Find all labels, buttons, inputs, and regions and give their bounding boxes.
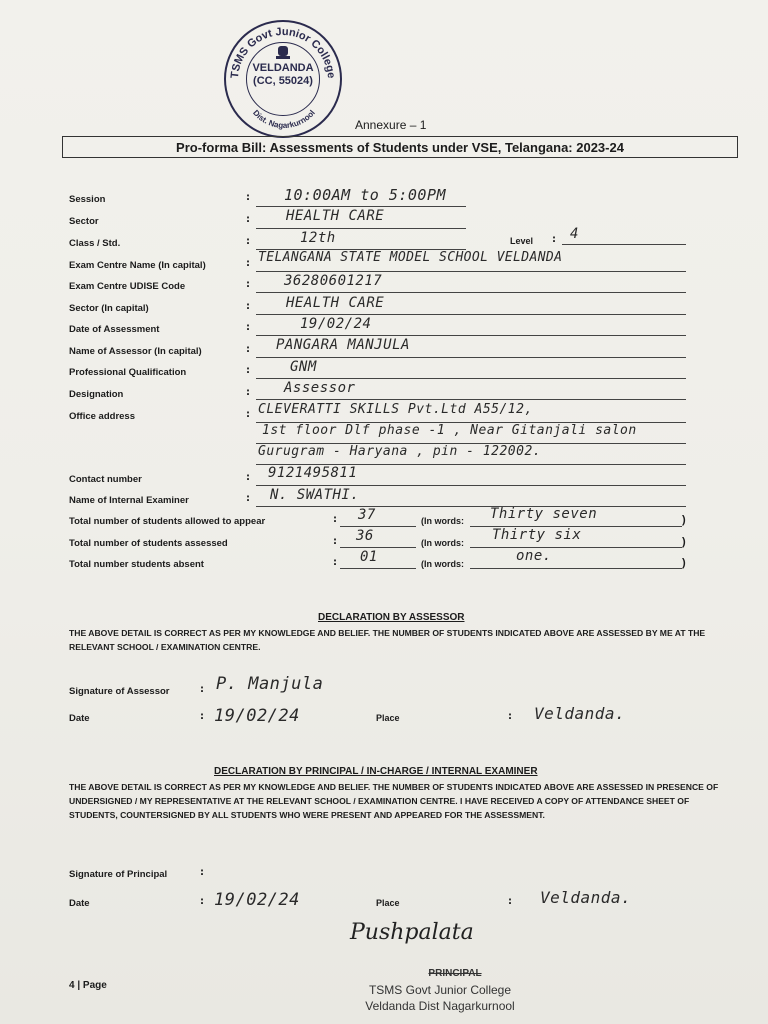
principal-declaration-title: DECLARATION BY PRINCIPAL / IN-CHARGE / INTERNAL EXAMINER [214,766,538,777]
sector-label: Sector [69,216,99,227]
designation-label: Designation [69,389,124,400]
colon: : [333,514,337,525]
class-value: 12th [300,230,336,246]
principal-date-label: Date [69,898,90,909]
absent-words-label: (In words: [421,559,464,569]
colon: : [508,896,512,907]
assessed-value: 36 [356,528,374,544]
principal-college-line1: TSMS Govt Junior College [368,983,512,997]
designation-rule [256,399,686,400]
principal-signature-label: Signature of Principal [69,869,168,880]
absent-words-rule [470,568,682,569]
contact-value: 9121495811 [268,465,358,481]
principal-role: PRINCIPAL [428,968,482,979]
principal-college-line2: Veldanda Dist Nagarkurnool [365,999,515,1013]
allowed-close-paren: ) [682,514,686,526]
principal-signature: Pushpalata [350,920,474,945]
session-label: Session [69,194,106,205]
assessed-words-label: (In words: [421,538,464,548]
assessor-name-rule [256,357,686,358]
absent-rule [340,568,416,569]
assessor-name-label: Name of Assessor (In capital) [69,346,202,357]
colon: : [246,192,250,203]
principal-declaration-text: THE ABOVE DETAIL IS CORRECT AS PER MY KNOWLEDGE AND BELIEF. THE NUMBER OF STUDENTS INDICATED ABOVE ARE ASSESSED IN PRESENCE OF UNDERSIGNED / MY REPRESENTATIVE AT THE RELEVANT SCHOOL / EXAMINATION CENTRE. I HAVE RECEIVED A COPY OF ATTENDANCE SHEET OF STUDENTS, COUNTERSIGNED BY ALL STUDENTS WHO WERE PRESENT AND APPEARED FOR THE ASSESSMENT. [69,782,719,820]
assessor-date-label: Date [69,713,90,724]
colon: : [246,409,250,420]
exam-centre-value: TELANGANA STATE MODEL SCHOOL VELDANDA [258,250,563,265]
colon: : [200,867,204,878]
absent-value: 01 [360,549,378,565]
seal-ring-bottom: Dist. Nagarkurnool [251,108,317,131]
colon: : [508,711,512,722]
colon: : [246,387,250,398]
seal-center-line1: VELDANDA [252,62,314,74]
colon: : [200,896,204,907]
colon: : [200,684,204,695]
colon: : [246,365,250,376]
qualification-value: GNM [290,359,317,375]
college-seal-stamp [224,20,342,138]
date-assessment-value: 19/02/24 [300,316,372,332]
address-line-3: Gurugram - Haryana , pin - 122002. [258,444,542,459]
colon: : [552,234,556,245]
colon: : [333,557,337,568]
allowed-label: Total number of students allowed to appear [69,516,266,527]
allowed-words-label: (In words: [421,516,464,526]
qualification-label: Professional Qualification [69,367,187,378]
assessor-date: 19/02/24 [214,706,300,726]
sector-capital-label: Sector (In capital) [69,303,149,314]
date-assessment-rule [256,335,686,336]
qualification-rule [256,378,686,379]
absent-close-paren: ) [682,557,686,569]
assessed-words-rule [470,547,682,548]
exam-centre-rule [256,271,686,272]
level-rule [562,244,686,245]
allowed-value: 37 [358,507,376,523]
colon: : [246,279,250,290]
contact-rule [256,485,686,486]
office-address-label: Office address [69,411,135,422]
seal-center [226,62,340,88]
page-number: 4 | Page [69,980,107,991]
internal-examiner-label: Name of Internal Examiner [69,495,189,506]
principal-stamp [330,966,550,1014]
seal-center-line2: (CC, 55024) [253,75,313,87]
level-value: 4 [570,226,579,242]
colon: : [246,322,250,333]
designation-value: Assessor [284,380,356,396]
assessor-declaration-text: THE ABOVE DETAIL IS CORRECT AS PER MY KNOWLEDGE AND BELIEF. THE NUMBER OF STUDENTS INDICATED ABOVE ARE ASSESSED BY ME AT THE RELEVANT SCHOOL / EXAMINATION CENTRE. [69,628,706,652]
address-line-2: 1st floor Dlf phase -1 , Near Gitanjali salon [262,423,637,438]
principal-place-label: Place [376,898,400,908]
internal-examiner-rule [256,506,686,507]
sector-value: HEALTH CARE [286,208,385,224]
principal-date: 19/02/24 [214,890,300,910]
annexure-label: Annexure – 1 [355,118,427,132]
seal-ring-top: TSMS Govt Junior College [228,25,338,79]
udise-value: 36280601217 [284,273,383,289]
session-value: 10:00AM to 5:00PM [284,186,447,204]
absent-label: Total number students absent [69,559,204,570]
colon: : [246,493,250,504]
session-rule [256,206,466,207]
exam-centre-label: Exam Centre Name (In capital) [69,260,206,271]
assessor-declaration-title: DECLARATION BY ASSESSOR [318,612,465,623]
colon: : [246,344,250,355]
assessor-signature: P. Manjula [216,674,324,694]
colon: : [246,236,250,247]
assessor-place-label: Place [376,713,400,723]
class-label: Class / Std. [69,238,121,249]
document-title: Pro-forma Bill: Assessments of Students under VSE, Telangana: 2023-24 [62,136,738,158]
assessor-signature-label: Signature of Assessor [69,686,170,697]
allowed-words: Thirty seven [490,506,598,522]
absent-words: one. [516,548,552,564]
assessed-label: Total number of students assessed [69,538,228,549]
level-label: Level [510,236,534,246]
assessed-rule [340,547,416,548]
colon: : [246,472,250,483]
sector-capital-rule [256,314,686,315]
internal-examiner-value: N. SWATHI. [270,487,360,503]
colon: : [246,301,250,312]
colon: : [333,536,337,547]
date-assessment-label: Date of Assessment [69,324,160,335]
udise-rule [256,292,686,293]
udise-label: Exam Centre UDISE Code [69,281,186,292]
colon: : [246,258,250,269]
assessed-words: Thirty six [492,527,582,543]
assessor-name-value: PANGARA MANJULA [276,337,410,353]
assessor-place: Veldanda. [534,704,626,723]
principal-place: Veldanda. [540,888,632,907]
sector-capital-value: HEALTH CARE [286,295,385,311]
colon: : [246,214,250,225]
sector-rule [256,228,466,229]
allowed-rule [340,526,416,527]
address-line-1: CLEVERATTI SKILLS Pvt.Ltd A55/12, [258,402,533,417]
assessed-close-paren: ) [682,536,686,548]
contact-label: Contact number [69,474,142,485]
colon: : [200,711,204,722]
